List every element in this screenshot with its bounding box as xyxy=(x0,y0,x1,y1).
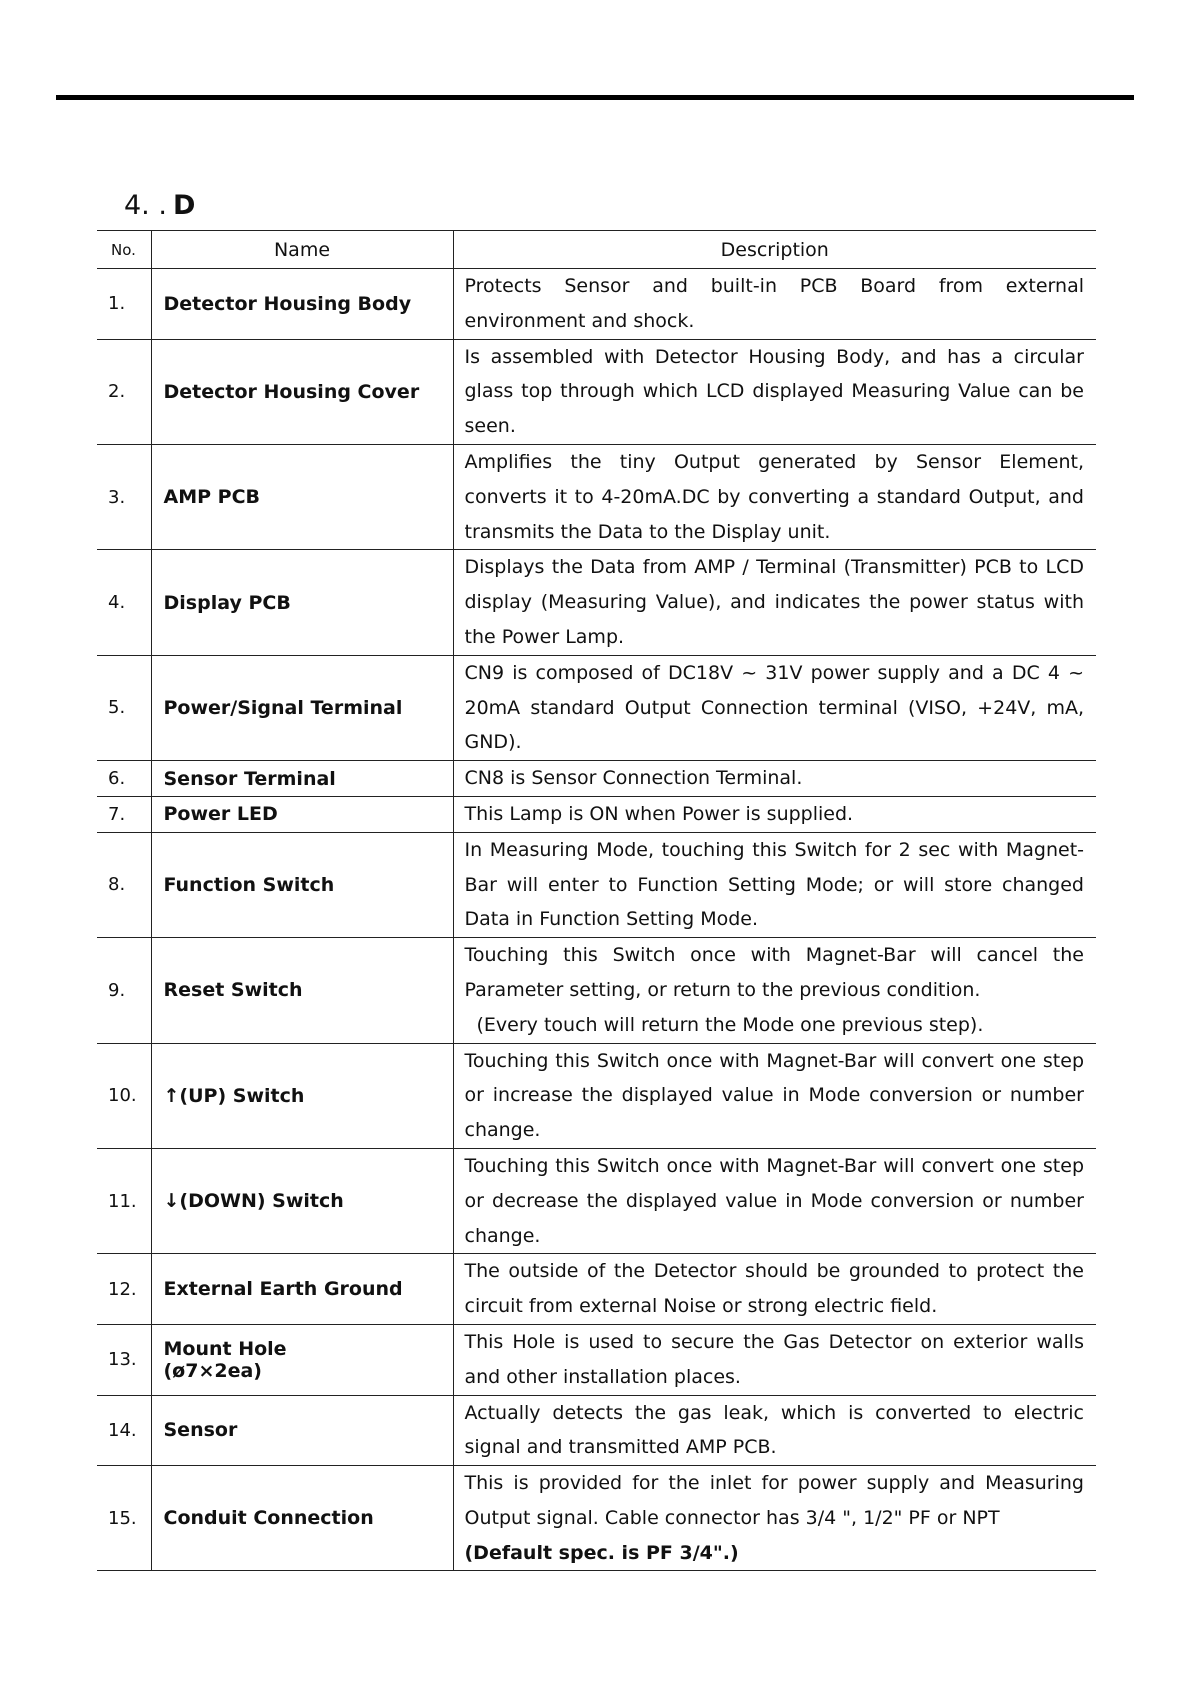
table-row xyxy=(97,339,1096,444)
row-description: Touching this Switch once with Magnet-Bar will convert one step or decrease the displayed value in Mode conversion or number change. xyxy=(453,1148,1096,1253)
row-name xyxy=(151,1324,453,1395)
top-rule xyxy=(56,95,1134,100)
row-name: AMP PCB xyxy=(151,444,453,549)
row-description: Actually detects the gas leak, which is converted to electric signal and transmitted AMP PCB. xyxy=(453,1395,1096,1466)
row-description xyxy=(453,1466,1096,1571)
row-description: This Hole is used to secure the Gas Detector on exterior walls and other installation places. xyxy=(453,1324,1096,1395)
row-name: External Earth Ground xyxy=(151,1254,453,1325)
section-separator: . xyxy=(158,190,167,221)
row-description: CN9 is composed of DC18V ~ 31V power supply and a DC 4 ~ 20mA standard Output Connection terminal (VISO, +24V, mA, GND). xyxy=(453,655,1096,760)
row-name: Power LED xyxy=(151,796,453,832)
row-description-line: Touching this Switch once with Magnet-Bar will cancel the Parameter setting, or return to the previous condition. xyxy=(464,944,1084,1001)
row-description: The outside of the Detector should be grounded to protect the circuit from external Noise or strong electric field. xyxy=(453,1254,1096,1325)
table-row xyxy=(97,761,1096,797)
row-no: 2. xyxy=(97,339,151,444)
header-description: Description xyxy=(453,231,1096,269)
row-no: 3. xyxy=(97,444,151,549)
table-row xyxy=(97,832,1096,937)
row-description-default-spec: (Default spec. is PF 3/4".) xyxy=(464,1541,739,1564)
row-name: Sensor Terminal xyxy=(151,761,453,797)
row-name: Function Switch xyxy=(151,832,453,937)
row-name: Display PCB xyxy=(151,550,453,655)
row-name: Reset Switch xyxy=(151,938,453,1043)
row-description: CN8 is Sensor Connection Terminal. xyxy=(453,761,1096,797)
row-description-line: This is provided for the inlet for power supply and Measuring Output signal. Cable connector has 3/4 ", 1/2" PF or NPT xyxy=(464,1472,1084,1529)
row-name: Detector Housing Body xyxy=(151,269,453,340)
row-no: 13. xyxy=(97,1324,151,1395)
table-row xyxy=(97,444,1096,549)
row-no: 8. xyxy=(97,832,151,937)
row-no: 15. xyxy=(97,1466,151,1571)
table-row xyxy=(97,1395,1096,1466)
header-no: No. xyxy=(97,231,151,269)
table-row xyxy=(97,1043,1096,1148)
row-description: This Lamp is ON when Power is supplied. xyxy=(453,796,1096,832)
row-name: Sensor xyxy=(151,1395,453,1466)
row-description-note: (Every touch will return the Mode one previous step). xyxy=(476,1013,984,1036)
row-description xyxy=(453,938,1096,1043)
table-header-row xyxy=(97,231,1096,269)
table-row xyxy=(97,1466,1096,1571)
row-name: Power/Signal Terminal xyxy=(151,655,453,760)
row-no: 10. xyxy=(97,1043,151,1148)
table-row xyxy=(97,655,1096,760)
row-no: 7. xyxy=(97,796,151,832)
row-no: 5. xyxy=(97,655,151,760)
section-title xyxy=(124,190,195,221)
row-no: 11. xyxy=(97,1148,151,1253)
section-number: 4. xyxy=(124,190,150,221)
row-name-spec: (ø7×2ea) xyxy=(163,1359,262,1382)
row-no: 4. xyxy=(97,550,151,655)
section-letter: D xyxy=(172,190,196,221)
row-description: Is assembled with Detector Housing Body, and has a circular glass top through which LCD displayed Measuring Value can be seen. xyxy=(453,339,1096,444)
table-row xyxy=(97,550,1096,655)
row-no: 6. xyxy=(97,761,151,797)
row-no: 1. xyxy=(97,269,151,340)
row-description: Displays the Data from AMP / Terminal (Transmitter) PCB to LCD display (Measuring Value), and indicates the power status with the Power Lamp. xyxy=(453,550,1096,655)
row-no: 14. xyxy=(97,1395,151,1466)
row-name: Detector Housing Cover xyxy=(151,339,453,444)
row-description: Protects Sensor and built-in PCB Board from external environment and shock. xyxy=(453,269,1096,340)
row-name: ↑(UP) Switch xyxy=(151,1043,453,1148)
header-name: Name xyxy=(151,231,453,269)
parts-description-table xyxy=(97,230,1096,1571)
row-description: Amplifies the tiny Output generated by Sensor Element, converts it to 4-20mA.DC by converting a standard Output, and transmits the Data to the Display unit. xyxy=(453,444,1096,549)
table-row xyxy=(97,1254,1096,1325)
row-name: ↓(DOWN) Switch xyxy=(151,1148,453,1253)
row-no: 9. xyxy=(97,938,151,1043)
row-no: 12. xyxy=(97,1254,151,1325)
table-row xyxy=(97,938,1096,1043)
table-row xyxy=(97,269,1096,340)
row-name: Conduit Connection xyxy=(151,1466,453,1571)
table-row xyxy=(97,1148,1096,1253)
row-description: Touching this Switch once with Magnet-Bar will convert one step or increase the displayed value in Mode conversion or number change. xyxy=(453,1043,1096,1148)
table-row xyxy=(97,796,1096,832)
row-name-line: Mount Hole xyxy=(163,1337,287,1360)
table-row xyxy=(97,1324,1096,1395)
row-description: In Measuring Mode, touching this Switch for 2 sec with Magnet-Bar will enter to Function Setting Mode; or will store changed Data in Function Setting Mode. xyxy=(453,832,1096,937)
